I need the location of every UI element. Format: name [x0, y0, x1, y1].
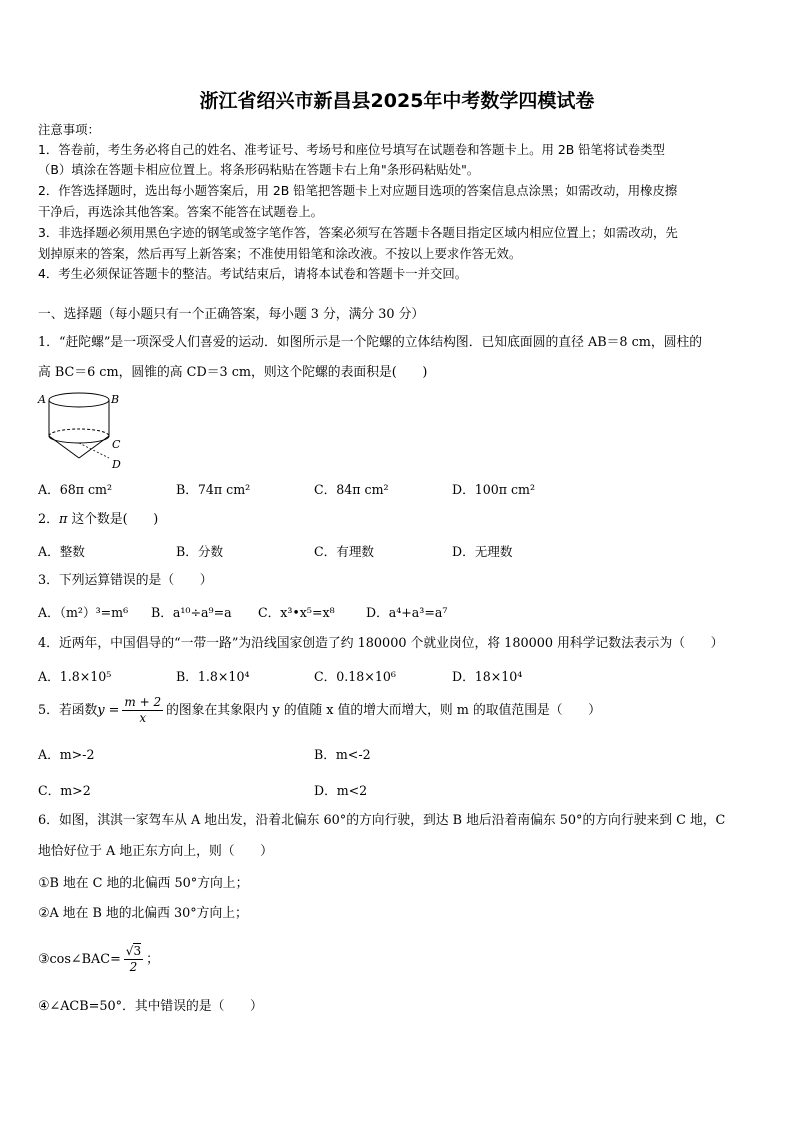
section-heading: 一、选择题（每小题只有一个正确答案，每小题 3 分，满分 30 分）	[38, 307, 425, 322]
statement-2: ②A 地在 B 地的北偏西 30°方向上；	[38, 906, 248, 921]
point-label: A	[38, 393, 46, 406]
fraction	[122, 695, 163, 726]
function-y: y =	[97, 703, 120, 718]
question-3-stem: 3．下列运算错误的是（ ）	[38, 573, 213, 588]
option-d: D．m<2	[314, 783, 368, 798]
statement-text: ③cos∠BAC=	[38, 952, 121, 967]
question-2-stem	[38, 511, 158, 529]
fraction	[124, 944, 143, 975]
option-a: A．整数	[38, 544, 85, 559]
fraction-denominator: x	[139, 711, 147, 725]
pi-symbol: π	[58, 512, 68, 527]
point-label: B	[111, 393, 120, 406]
question-number: 2．	[38, 512, 59, 527]
option-d: D．无理数	[452, 544, 513, 559]
option-b: B．74π cm²	[176, 482, 251, 497]
question-text: 的图象在其象限内 y 的值随 x 值的增大而增大，则 m 的取值范围是（ ）	[166, 703, 601, 718]
page-title: 浙江省绍兴市新昌县2025年中考数学四模试卷	[199, 90, 595, 112]
option-a: A．m>-2	[38, 747, 95, 762]
option-c: C．m>2	[38, 783, 91, 798]
statement-1: ①B 地在 C 地的北偏西 50°方向上；	[38, 876, 249, 891]
option-c: C．x³•x⁵=x⁸	[258, 605, 335, 620]
statement-4: ④∠ACB=50°．其中错误的是（ ）	[38, 999, 263, 1014]
option-c: C．84π cm²	[314, 482, 389, 497]
notice-line: 2．作答选择题时，选出每小题答案后，用 2B 铅笔把答题卡上对应题目选项的答案信息点涂黑；如需改动，用橡皮擦	[38, 183, 678, 198]
question-text: 这个数是( )	[67, 512, 159, 527]
option-c: C．有理数	[314, 544, 375, 559]
question-6-stem-cont: 地恰好位于 A 地正东方向上，则（ ）	[38, 844, 273, 859]
option-b: B．a¹⁰÷a⁹=a	[151, 605, 232, 620]
option-c: C．0.18×10⁶	[314, 669, 396, 684]
question-5-stem	[38, 693, 601, 729]
notice-line: 4．考生必须保证答题卡的整洁。考试结束后，请将本试卷和答题卡一并交回。	[38, 266, 468, 281]
notice-line: 干净后，再选涂其他答案。答案不能答在试题卷上。	[38, 204, 323, 219]
point-label: C	[112, 438, 121, 451]
spinning-top-figure	[36, 388, 132, 472]
fraction-numerator: m + 2	[124, 695, 162, 709]
option-a: A．1.8×10⁵	[38, 669, 112, 684]
option-d: D．18×10⁴	[452, 669, 523, 684]
option-b: B．m<-2	[314, 747, 371, 762]
radicand: 3	[133, 944, 142, 958]
option-a: A．（m²）³=m⁶	[38, 605, 129, 620]
notice-line: 1．答卷前，考生务必将自己的姓名、准考证号、考场号和座位号填写在试题卷和答题卡上。用 2B 铅笔将试卷类型	[38, 142, 665, 157]
option-b: B．分数	[176, 544, 224, 559]
notice-line: （B）填涂在答题卡相应位置上。将条形码粘贴在答题卡右上角"条形码粘贴处"。	[38, 162, 480, 177]
question-6-stem: 6．如图，淇淇一家驾车从 A 地出发，沿着北偏东 60°的方向行驶，到达 B 地后沿着南偏东 50°的方向行驶来到 C 地，C	[38, 813, 726, 828]
point-label: D	[112, 458, 121, 471]
fraction-numerator: √3	[125, 944, 142, 958]
notice-line: 划掉原来的答案，然后再写上新答案；不准使用铅笔和涂改液。不按以上要求作答无效。	[38, 246, 522, 261]
option-d: D．a⁴+a³=a⁷	[366, 605, 448, 620]
question-4-stem: 4．近两年，中国倡导的“一带一路”为沿线国家创造了约 180000 个就业岗位，将 180000 用科学记数法表示为（ ）	[38, 636, 724, 651]
option-a: A．68π cm²	[38, 482, 113, 497]
notice-heading: 注意事项：	[38, 122, 100, 137]
notice-line: 3．非选择题必须用黑色字迹的钢笔或签字笔作答，答案必须写在答题卡各题目指定区域内相应位置上；如需改动，先	[38, 225, 678, 240]
statement-text: ；	[146, 952, 159, 967]
question-1-stem: 1．“赶陀螺”是一项深受人们喜爱的运动．如图所示是一个陀螺的立体结构图．已知底面圆的直径 AB＝8 cm，圆柱的	[38, 335, 703, 350]
question-text: 5．若函数	[38, 703, 98, 718]
fraction-denominator: 2	[129, 960, 138, 974]
statement-3	[38, 940, 159, 980]
question-1-stem-cont: 高 BC＝6 cm，圆锥的高 CD＝3 cm，则这个陀螺的表面积是( )	[38, 365, 428, 380]
option-d: D．100π cm²	[452, 482, 536, 497]
option-b: B．1.8×10⁴	[176, 669, 250, 684]
